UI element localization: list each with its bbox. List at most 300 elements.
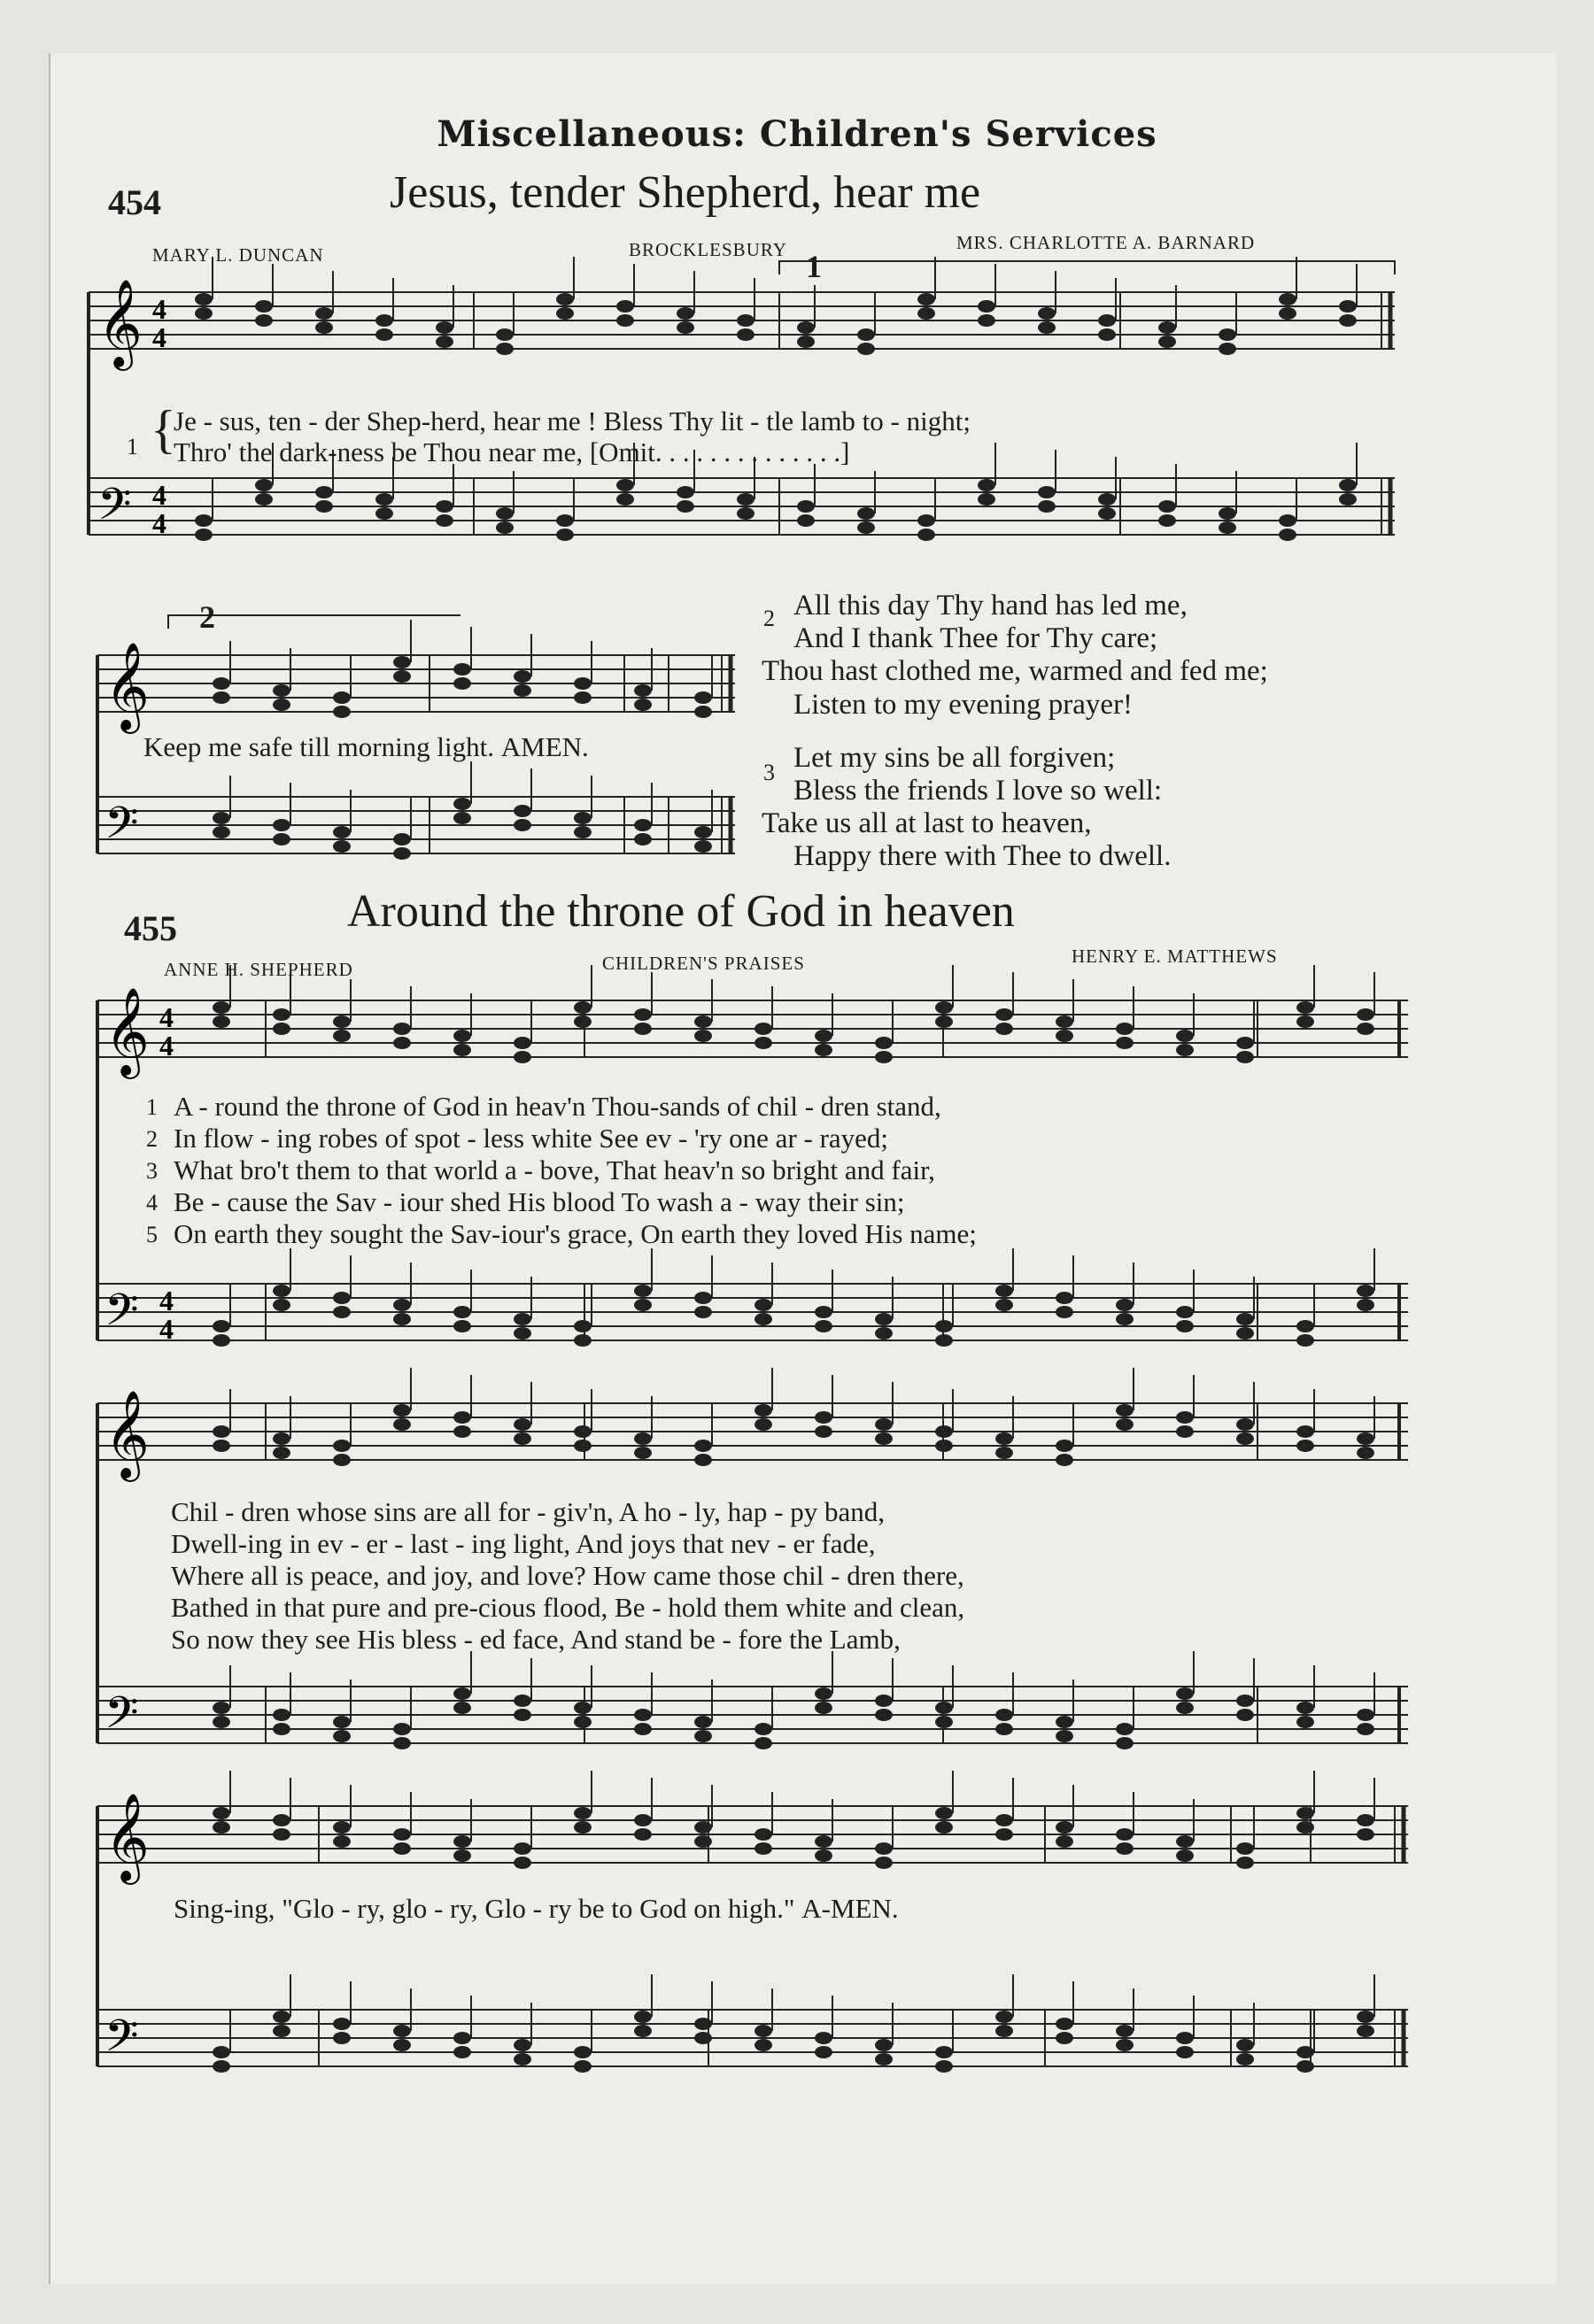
stanza-3-line-2: Bless the friends I love so well: xyxy=(793,775,1163,807)
notehead xyxy=(1176,1044,1194,1056)
notehead xyxy=(616,479,634,491)
notehead xyxy=(875,2053,893,2065)
hymn-455-tune: CHILDREN'S PRAISES xyxy=(602,953,805,974)
notehead xyxy=(453,1835,471,1848)
notehead xyxy=(995,1814,1013,1826)
notehead xyxy=(978,479,995,491)
ending-1-label: 1 xyxy=(806,249,822,284)
verse-number-5: 5 xyxy=(146,1222,158,1247)
notehead xyxy=(514,2039,531,2051)
notehead xyxy=(255,479,273,491)
notehead xyxy=(1357,1285,1374,1297)
notehead xyxy=(333,1015,351,1028)
notehead xyxy=(1176,1702,1194,1714)
notehead xyxy=(857,328,875,341)
notehead xyxy=(556,293,574,305)
notehead xyxy=(634,1447,652,1459)
notehead xyxy=(213,1440,230,1452)
notehead xyxy=(273,1828,290,1841)
notehead xyxy=(875,1037,893,1049)
notehead xyxy=(1236,1842,1254,1855)
stanza-3-line-3: Take us all at last to heaven, xyxy=(762,807,1092,839)
notehead xyxy=(995,1285,1013,1297)
hymn-455-number: 455 xyxy=(124,908,177,948)
notehead xyxy=(1219,343,1236,355)
notehead xyxy=(1176,2032,1194,2044)
notehead xyxy=(574,1716,592,1728)
notehead xyxy=(1236,1313,1254,1325)
notehead xyxy=(978,300,995,313)
notehead xyxy=(875,1842,893,1855)
notehead xyxy=(1296,2046,1314,2058)
notehead xyxy=(1296,1001,1314,1014)
amen-label: AMEN. xyxy=(500,731,589,762)
notehead xyxy=(453,1030,471,1042)
notehead xyxy=(935,2046,953,2058)
notehead xyxy=(333,1292,351,1304)
notehead xyxy=(875,1051,893,1063)
notehead xyxy=(1219,507,1236,520)
notehead xyxy=(875,1418,893,1431)
notehead xyxy=(995,2011,1013,2023)
notehead xyxy=(995,1447,1013,1459)
notehead xyxy=(1056,1454,1073,1466)
notehead xyxy=(255,300,273,313)
notehead xyxy=(634,1023,652,1035)
system-3-lyric-text: Sing-ing, "Glo - ry, glo - ry, Glo - ry be to God on high." xyxy=(174,1893,795,1924)
svg-text:𝄞: 𝄞 xyxy=(104,987,150,1076)
notehead xyxy=(1098,328,1116,341)
notehead xyxy=(1236,2039,1254,2051)
notehead xyxy=(574,1001,592,1014)
notehead xyxy=(333,1730,351,1742)
notehead xyxy=(213,2060,230,2073)
notehead xyxy=(574,691,592,704)
notehead xyxy=(634,1709,652,1721)
notehead xyxy=(737,314,754,327)
notehead xyxy=(1219,328,1236,341)
notehead xyxy=(1296,1821,1314,1834)
notehead xyxy=(1296,1716,1314,1728)
notehead xyxy=(797,336,815,348)
hymn-454-composer: MRS. CHARLOTTE A. BARNARD xyxy=(956,232,1256,253)
notehead xyxy=(213,691,230,704)
notehead xyxy=(1056,1030,1073,1042)
notehead xyxy=(213,812,230,824)
notehead xyxy=(273,1285,290,1297)
stanza-2-line-1: All this day Thy hand has led me, xyxy=(793,590,1188,622)
hymn-454-title: Jesus, tender Shepherd, hear me xyxy=(390,167,981,218)
notehead xyxy=(393,1418,411,1431)
notehead xyxy=(616,314,634,327)
notehead xyxy=(634,833,652,845)
notehead xyxy=(1296,1807,1314,1819)
notehead xyxy=(1357,1447,1374,1459)
notehead xyxy=(393,656,411,668)
stanza-3-number: 3 xyxy=(763,760,775,785)
notehead xyxy=(754,2039,772,2051)
notehead xyxy=(737,493,754,506)
notehead xyxy=(995,2025,1013,2037)
notehead xyxy=(1116,1299,1134,1311)
notehead xyxy=(514,819,531,831)
notehead xyxy=(514,1418,531,1431)
notehead xyxy=(453,1849,471,1862)
notehead xyxy=(1158,500,1176,513)
notehead xyxy=(273,1299,290,1311)
notehead xyxy=(694,2018,712,2030)
notehead xyxy=(273,1723,290,1735)
notehead xyxy=(875,1327,893,1340)
notehead xyxy=(333,1454,351,1466)
notehead xyxy=(333,2032,351,2044)
notehead xyxy=(213,1425,230,1438)
notehead xyxy=(333,2018,351,2030)
notehead xyxy=(574,1015,592,1028)
svg-text:𝄞: 𝄞 xyxy=(104,1793,150,1881)
notehead xyxy=(935,1702,953,1714)
hymn-455-author: ANNE H. SHEPHERD xyxy=(164,959,353,980)
music-staff-graphic xyxy=(89,1780,1417,2169)
notehead xyxy=(875,1709,893,1721)
notehead xyxy=(333,1440,351,1452)
hymn-455-system-3 xyxy=(89,1780,1417,2169)
notehead xyxy=(1098,493,1116,506)
notehead xyxy=(935,1425,953,1438)
notehead xyxy=(815,1702,832,1714)
svg-text:4: 4 xyxy=(152,507,166,539)
notehead xyxy=(1176,1849,1194,1862)
notehead xyxy=(556,529,574,541)
system-2-verse-2: Dwell-ing in ev - er - last - ing light, And joys that nev - er fade, xyxy=(171,1528,876,1559)
notehead xyxy=(453,1702,471,1714)
notehead xyxy=(754,1037,772,1049)
notehead xyxy=(273,2011,290,2023)
notehead xyxy=(1056,1835,1073,1848)
notehead xyxy=(917,307,935,320)
notehead xyxy=(514,1313,531,1325)
notehead xyxy=(1339,493,1357,506)
hymn-455-title: Around the throne of God in heaven xyxy=(347,886,1015,937)
notehead xyxy=(195,529,213,541)
notehead xyxy=(634,2011,652,2023)
notehead xyxy=(815,1030,832,1042)
notehead xyxy=(754,1737,772,1749)
notehead xyxy=(634,1723,652,1735)
notehead xyxy=(315,321,333,334)
notehead xyxy=(694,1821,712,1834)
hymn-455-composer: HENRY E. MATTHEWS xyxy=(1072,946,1278,967)
notehead xyxy=(694,1306,712,1318)
notehead xyxy=(1176,1425,1194,1438)
notehead xyxy=(436,500,453,513)
notehead xyxy=(1056,1015,1073,1028)
notehead xyxy=(995,1723,1013,1735)
notehead xyxy=(995,1008,1013,1021)
notehead xyxy=(1056,1292,1073,1304)
notehead xyxy=(634,819,652,831)
notehead xyxy=(1236,1327,1254,1340)
notehead xyxy=(634,1814,652,1826)
notehead xyxy=(815,1044,832,1056)
svg-text:4: 4 xyxy=(152,479,166,511)
notehead xyxy=(754,1299,772,1311)
notehead xyxy=(393,1842,411,1855)
notehead xyxy=(694,1440,712,1452)
notehead xyxy=(574,2060,592,2073)
notehead xyxy=(1236,1051,1254,1063)
notehead xyxy=(875,1695,893,1707)
notehead xyxy=(995,1023,1013,1035)
notehead xyxy=(815,1306,832,1318)
amen-label-455: A-MEN. xyxy=(801,1893,899,1924)
notehead xyxy=(616,493,634,506)
notehead xyxy=(1116,2039,1134,2051)
notehead xyxy=(393,1313,411,1325)
notehead xyxy=(1339,314,1357,327)
notehead xyxy=(333,706,351,718)
notehead xyxy=(1357,1723,1374,1735)
notehead xyxy=(1116,1828,1134,1841)
notehead xyxy=(694,1835,712,1848)
notehead xyxy=(556,307,574,320)
notehead xyxy=(1357,1828,1374,1841)
system-2-verse-1: Chil - dren whose sins are all for - giv'n, A ho - ly, hap - py band, xyxy=(171,1496,885,1527)
svg-text:4: 4 xyxy=(159,1030,174,1062)
notehead xyxy=(1176,1687,1194,1700)
notehead xyxy=(694,840,712,853)
notehead xyxy=(375,507,393,520)
notehead xyxy=(514,670,531,683)
notehead xyxy=(754,1404,772,1417)
svg-text:𝄢: 𝄢 xyxy=(104,1285,139,1347)
notehead xyxy=(1296,1320,1314,1332)
stanza-brace: { xyxy=(151,400,176,459)
system-1-verse-1: A - round the throne of God in heav'n Thou-sands of chil - dren stand, xyxy=(174,1091,941,1122)
notehead xyxy=(453,1320,471,1332)
notehead xyxy=(393,1023,411,1035)
notehead xyxy=(436,321,453,334)
notehead xyxy=(496,343,514,355)
notehead xyxy=(574,1821,592,1834)
notehead xyxy=(213,677,230,690)
notehead xyxy=(754,2025,772,2037)
notehead xyxy=(1236,1709,1254,1721)
notehead xyxy=(1176,1411,1194,1424)
notehead xyxy=(1236,1857,1254,1869)
notehead xyxy=(1357,2011,1374,2023)
notehead xyxy=(1116,1418,1134,1431)
notehead xyxy=(1236,1432,1254,1445)
notehead xyxy=(195,307,213,320)
notehead xyxy=(978,314,995,327)
notehead xyxy=(875,1857,893,1869)
ending-2-label: 2 xyxy=(199,599,215,635)
verse-number-1: 1 xyxy=(146,1094,158,1120)
notehead xyxy=(393,847,411,860)
notehead xyxy=(213,826,230,838)
notehead xyxy=(935,1821,953,1834)
notehead xyxy=(574,812,592,824)
notehead xyxy=(694,1292,712,1304)
notehead xyxy=(453,1306,471,1318)
notehead xyxy=(1038,321,1056,334)
notehead xyxy=(1056,2018,1073,2030)
system-2-verse-5: So now they see His bless - ed face, And stand be - fore the Lamb, xyxy=(171,1624,901,1655)
notehead xyxy=(393,1828,411,1841)
notehead xyxy=(1357,1023,1374,1035)
notehead xyxy=(815,1411,832,1424)
verse-number-2: 2 xyxy=(146,1126,158,1152)
notehead xyxy=(453,798,471,810)
notehead xyxy=(514,1051,531,1063)
notehead xyxy=(333,1030,351,1042)
notehead xyxy=(273,2025,290,2037)
notehead xyxy=(393,1737,411,1749)
notehead xyxy=(1176,2046,1194,2058)
notehead xyxy=(453,663,471,676)
notehead xyxy=(754,1842,772,1855)
system-1-verse-4: Be - cause the Sav - iour shed His blood To wash a - way their sin; xyxy=(174,1186,905,1217)
notehead xyxy=(1296,1702,1314,1714)
notehead xyxy=(694,1030,712,1042)
notehead xyxy=(634,1828,652,1841)
system-2-lyric xyxy=(143,731,589,763)
notehead xyxy=(694,1730,712,1742)
notehead xyxy=(453,812,471,824)
system-2-verse-3: Where all is peace, and joy, and love? How came those chil - dren there, xyxy=(171,1560,964,1591)
stanza-1-line-2: Thro' the dark-ness be Thou near me, [Omit. . . . . . . . . . . . . .] xyxy=(174,436,850,467)
notehead xyxy=(1296,1440,1314,1452)
notehead xyxy=(453,1411,471,1424)
notehead xyxy=(393,1299,411,1311)
notehead xyxy=(1357,1008,1374,1021)
notehead xyxy=(213,1807,230,1819)
notehead xyxy=(677,486,694,498)
notehead xyxy=(935,2060,953,2073)
notehead xyxy=(1279,293,1296,305)
notehead xyxy=(333,826,351,838)
notehead xyxy=(436,514,453,527)
notehead xyxy=(213,1821,230,1834)
notehead xyxy=(273,1814,290,1826)
notehead xyxy=(574,2046,592,2058)
notehead xyxy=(213,1320,230,1332)
notehead xyxy=(1038,486,1056,498)
notehead xyxy=(213,1716,230,1728)
svg-text:𝄢: 𝄢 xyxy=(104,798,139,860)
notehead xyxy=(213,1001,230,1014)
notehead xyxy=(917,293,935,305)
notehead xyxy=(255,493,273,506)
stanza-3-line-4: Happy there with Thee to dwell. xyxy=(793,840,1172,872)
notehead xyxy=(453,2032,471,2044)
notehead xyxy=(333,840,351,853)
notehead xyxy=(815,1320,832,1332)
system-1-verse-2: In flow - ing robes of spot - less white See ev - 'ry one ar - rayed; xyxy=(174,1123,889,1154)
notehead xyxy=(875,1313,893,1325)
notehead xyxy=(797,321,815,334)
stanza-2-line-4: Listen to my evening prayer! xyxy=(793,689,1134,721)
notehead xyxy=(514,1037,531,1049)
stanza-2-number: 2 xyxy=(763,606,775,631)
notehead xyxy=(634,1285,652,1297)
svg-text:𝄢: 𝄢 xyxy=(104,1687,139,1749)
notehead xyxy=(694,826,712,838)
notehead xyxy=(694,1716,712,1728)
notehead xyxy=(393,1037,411,1049)
notehead xyxy=(1236,1418,1254,1431)
notehead xyxy=(574,1425,592,1438)
notehead xyxy=(1357,2025,1374,2037)
notehead xyxy=(255,314,273,327)
svg-text:𝄢: 𝄢 xyxy=(97,479,132,541)
notehead xyxy=(496,507,514,520)
notehead xyxy=(453,1425,471,1438)
notehead xyxy=(273,833,290,845)
notehead xyxy=(1116,1037,1134,1049)
notehead xyxy=(375,493,393,506)
notehead xyxy=(333,1716,351,1728)
verse-number-3: 3 xyxy=(146,1158,158,1184)
notehead xyxy=(1236,1695,1254,1707)
hymn-454-author: MARY L. DUNCAN xyxy=(152,244,324,266)
notehead xyxy=(1116,1313,1134,1325)
notehead xyxy=(1357,1432,1374,1445)
notehead xyxy=(1158,321,1176,334)
notehead xyxy=(393,2039,411,2051)
notehead xyxy=(1357,1299,1374,1311)
notehead xyxy=(694,706,712,718)
notehead xyxy=(453,2046,471,2058)
notehead xyxy=(917,514,935,527)
notehead xyxy=(754,1418,772,1431)
notehead xyxy=(1056,1306,1073,1318)
notehead xyxy=(677,321,694,334)
notehead xyxy=(273,819,290,831)
notehead xyxy=(1339,300,1357,313)
notehead xyxy=(574,1440,592,1452)
notehead xyxy=(815,2032,832,2044)
notehead xyxy=(935,1001,953,1014)
notehead xyxy=(514,1432,531,1445)
notehead xyxy=(514,2053,531,2065)
notehead xyxy=(857,507,875,520)
notehead xyxy=(935,1320,953,1332)
notehead xyxy=(935,1440,953,1452)
notehead xyxy=(1339,479,1357,491)
notehead xyxy=(213,1334,230,1347)
notehead xyxy=(995,1709,1013,1721)
notehead xyxy=(436,336,453,348)
notehead xyxy=(1056,1730,1073,1742)
notehead xyxy=(574,1320,592,1332)
stanza-1-line-1: Je - sus, ten - der Shep-herd, hear me ! Bless Thy lit - tle lamb to - night; xyxy=(174,405,971,436)
notehead xyxy=(1056,1821,1073,1834)
notehead xyxy=(1296,1015,1314,1028)
notehead xyxy=(514,1709,531,1721)
notehead xyxy=(935,1334,953,1347)
notehead xyxy=(1279,514,1296,527)
notehead xyxy=(694,691,712,704)
notehead xyxy=(917,529,935,541)
notehead xyxy=(273,684,290,697)
notehead xyxy=(1116,1404,1134,1417)
system-1-verse-5: On earth they sought the Sav-iour's grace, On earth they loved His name; xyxy=(174,1218,977,1249)
system-2-lyric-text: Keep me safe till morning light. xyxy=(143,731,495,762)
notehead xyxy=(393,2025,411,2037)
notehead xyxy=(1038,500,1056,513)
